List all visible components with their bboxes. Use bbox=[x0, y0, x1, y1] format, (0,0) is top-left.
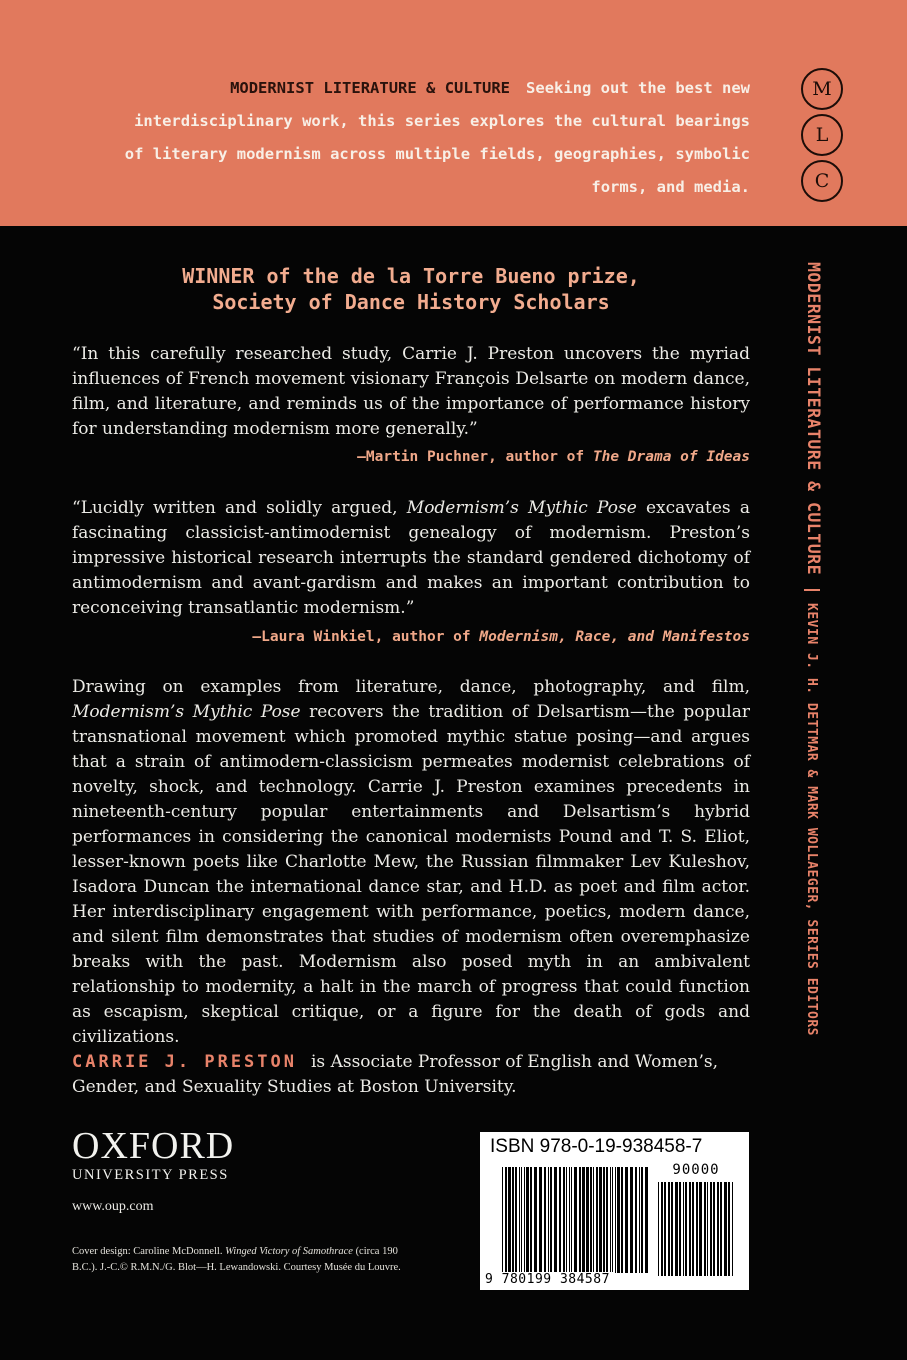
quote-2-body: excavates a fascinating classicist-antimodernist genealogy of modernism. Preston’s impressive historical research interrupts the standard gendered dichotomy of antimodernism and avant-gardism and makes an important contribution to reconceiving transatlantic modernism.” bbox=[72, 498, 750, 618]
barcode-bar bbox=[675, 1182, 678, 1276]
quote-2-book-title: Modernism’s Mythic Pose bbox=[406, 498, 637, 518]
barcode-bar bbox=[593, 1167, 594, 1273]
barcode-bar bbox=[612, 1167, 613, 1273]
publisher-subname: UNIVERSITY PRESS bbox=[72, 1167, 229, 1183]
barcode-bar bbox=[671, 1182, 673, 1276]
barcode-bar bbox=[664, 1182, 666, 1276]
description-body: recovers the tradition of Delsartism—the popular transnational movement which promoted mythic statue posing—and argues that a strain of antimodern-classicism permeates modernist celebrations of novelty, shock, and technology. Carrie J. Preston examines precedents in nineteenth-century popular entertainments and Delsartism’s hybrid performances in considering the canonical modernists Pound and T. S. Eliot, lesser-known poets like Charlotte Mew, the Russian filmmaker Lev Kuleshov, Isadora Duncan the international dance star, and H.D. as poet and film actor. Her interdisciplinary engagement with performance, poetics, modern dance, and silent film demonstrates that studies of modernism often overemphasize breaks with the past. Modernism also posed myth in an ambivalent relationship to modernity, a halt in the march of progress that could function as escapism, skeptical critique, or a figure for the death of gods and civilizations. bbox=[72, 702, 750, 1047]
barcode-bar bbox=[502, 1167, 503, 1273]
barcode-main-bars bbox=[502, 1167, 650, 1273]
barcode-bar bbox=[668, 1182, 670, 1276]
prize-line-1: WINNER of the de la Torre Bueno prize, bbox=[182, 264, 640, 288]
barcode-bar bbox=[661, 1182, 663, 1276]
barcode-bar bbox=[635, 1167, 637, 1273]
barcode-bar bbox=[720, 1182, 722, 1276]
barcode-bar bbox=[559, 1167, 561, 1273]
price-code: 90000 bbox=[672, 1162, 720, 1178]
author-name: CARRIE J. PRESTON bbox=[72, 1052, 297, 1072]
logo-letter-m: M bbox=[801, 68, 843, 110]
barcode-bar bbox=[685, 1182, 687, 1276]
spine-editors: KEVIN J. H. DETTMAR & MARK WOLLAEGER, SERIES EDITORS bbox=[804, 603, 819, 1037]
attribution-2-author: —Laura Winkiel, author of bbox=[252, 629, 480, 645]
barcode-bar bbox=[505, 1167, 507, 1273]
barcode-bar bbox=[728, 1182, 730, 1276]
barcode-bar bbox=[606, 1167, 608, 1273]
barcode-bar bbox=[641, 1167, 643, 1273]
barcode-bar bbox=[717, 1182, 719, 1276]
author-bio bbox=[72, 1050, 750, 1100]
author-bio-text: is Associate Professor of English and Women’s, Gender, and Sexuality Studies at Boston University. bbox=[72, 1052, 718, 1097]
barcode-bar bbox=[621, 1167, 623, 1273]
barcode-bar bbox=[582, 1167, 585, 1273]
credits-rights: (circa 190 B.C.). J.-C.© R.M.N./G. Blot—H. Lewandowski. Courtesy Musée du Louvre. bbox=[72, 1246, 401, 1273]
review-attribution-1 bbox=[72, 449, 750, 465]
barcode-bar bbox=[521, 1167, 522, 1273]
attribution-2-title: Modernism, Race, and Manifestos bbox=[479, 629, 750, 645]
isbn-label: ISBN 978-0-19-938458-7 bbox=[490, 1136, 703, 1157]
barcode-bar bbox=[512, 1167, 514, 1273]
barcode-bar bbox=[526, 1167, 529, 1273]
series-description bbox=[120, 72, 750, 204]
barcode-digits: 9 780199 384587 bbox=[482, 1272, 613, 1287]
isbn-barcode bbox=[480, 1132, 749, 1290]
barcode-bar bbox=[563, 1167, 565, 1273]
barcode-bar bbox=[692, 1182, 694, 1276]
barcode-bar bbox=[639, 1167, 640, 1273]
barcode-bar bbox=[610, 1167, 611, 1273]
prize-line-2: Society of Dance History Scholars bbox=[212, 290, 610, 314]
barcode-bar bbox=[569, 1167, 570, 1273]
barcode-bar bbox=[599, 1167, 602, 1273]
barcode-bar bbox=[590, 1167, 592, 1273]
series-band bbox=[0, 0, 907, 226]
cover-credits bbox=[72, 1244, 402, 1276]
spine-divider bbox=[805, 589, 821, 591]
barcode-bar bbox=[683, 1182, 684, 1276]
barcode-bar bbox=[550, 1167, 552, 1273]
series-name: MODERNIST LITERATURE & CULTURE bbox=[230, 79, 511, 97]
review-attribution-2 bbox=[72, 629, 750, 645]
spine-text bbox=[803, 262, 821, 1036]
barcode-bar bbox=[689, 1182, 691, 1276]
barcode-bar bbox=[530, 1167, 532, 1273]
barcode-addon-bars bbox=[658, 1182, 734, 1276]
barcode-bar bbox=[544, 1167, 546, 1273]
review-quote-2 bbox=[72, 496, 750, 621]
barcode-bar bbox=[571, 1167, 572, 1273]
mlc-logo bbox=[801, 68, 843, 206]
barcode-bar bbox=[519, 1167, 520, 1273]
book-description bbox=[72, 675, 750, 1050]
attribution-1-author: —Martin Puchner, author of bbox=[357, 449, 593, 465]
series-blurb: Seeking out the best new interdisciplinary work, this series explores the cultural bearings of literary modernism across multiple fields, geographies, symbolic forms, and media. bbox=[124, 79, 750, 196]
description-intro: Drawing on examples from literature, dance, photography, and film, bbox=[72, 677, 750, 697]
barcode-bar bbox=[707, 1182, 708, 1276]
barcode-bar bbox=[586, 1167, 589, 1273]
barcode-bar bbox=[524, 1167, 525, 1273]
barcode-bar bbox=[704, 1182, 706, 1276]
barcode-bar bbox=[645, 1167, 648, 1273]
barcode-bar bbox=[625, 1167, 628, 1273]
barcode-bar bbox=[579, 1167, 581, 1273]
credits-artwork: Winged Victory of Samothrace bbox=[225, 1246, 353, 1257]
barcode-bar bbox=[596, 1167, 598, 1273]
spine-series-title: MODERNIST LITERATURE & CULTURE bbox=[804, 262, 823, 576]
quote-2-intro: “Lucidly written and solidly argued, bbox=[72, 498, 407, 518]
barcode-bar bbox=[615, 1167, 616, 1273]
logo-letter-l: L bbox=[801, 114, 843, 156]
barcode-bar bbox=[713, 1182, 715, 1276]
barcode-bar bbox=[548, 1167, 549, 1273]
publisher-url: www.oup.com bbox=[72, 1199, 154, 1214]
barcode-bar bbox=[566, 1167, 567, 1273]
barcode-bar bbox=[732, 1182, 733, 1276]
barcode-bar bbox=[699, 1182, 702, 1276]
credits-designer: Cover design: Caroline McDonnell. bbox=[72, 1246, 226, 1257]
barcode-bar bbox=[696, 1182, 698, 1276]
barcode-bar bbox=[534, 1167, 537, 1273]
prize-notice bbox=[72, 263, 750, 315]
barcode-bar bbox=[724, 1182, 727, 1276]
barcode-bar bbox=[679, 1182, 681, 1276]
review-quote-1: “In this carefully researched study, Carrie J. Preston uncovers the myriad influences of French movement visionary François Delsarte on modern dance, film, and literature, and reminds us of the importance of performance history for understanding modernism more generally.” bbox=[72, 344, 750, 439]
barcode-bar bbox=[658, 1182, 659, 1276]
barcode-bar bbox=[539, 1167, 542, 1273]
barcode-bar bbox=[508, 1167, 511, 1273]
barcode-bar bbox=[603, 1167, 605, 1273]
barcode-bar bbox=[617, 1167, 620, 1273]
barcode-bar bbox=[554, 1167, 557, 1273]
barcode-bar bbox=[710, 1182, 712, 1276]
barcode-bar bbox=[630, 1167, 633, 1273]
barcode-bar bbox=[574, 1167, 577, 1273]
attribution-1-title: The Drama of Ideas bbox=[592, 449, 750, 465]
logo-letter-c: C bbox=[801, 160, 843, 202]
description-book-title: Modernism’s Mythic Pose bbox=[72, 702, 301, 722]
publisher-logo: OXFORD bbox=[72, 1125, 235, 1167]
barcode-bar bbox=[515, 1167, 517, 1273]
